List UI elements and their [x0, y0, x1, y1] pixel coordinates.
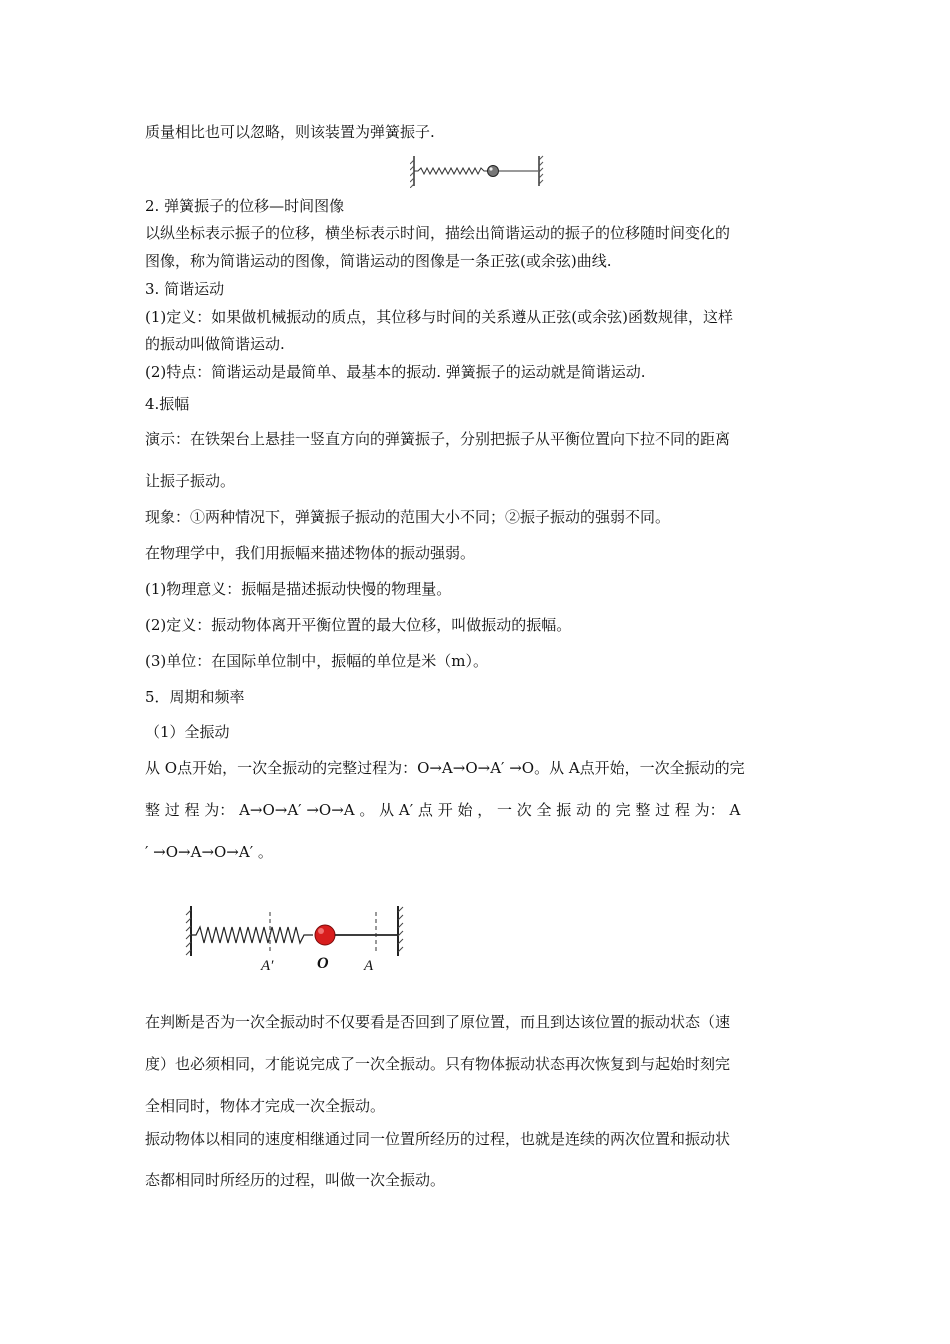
text-line: (3)单位：在国际单位制中，振幅的单位是米（m）。 — [145, 652, 488, 670]
text-line: 3. 简谐运动 — [145, 280, 225, 298]
spring-oscillator-figure — [410, 154, 545, 188]
text-line: 质量相比也可以忽略，则该装置为弹簧振子. — [145, 123, 435, 141]
label-a-prime: A′ — [261, 958, 274, 974]
text-line: (1)定义：如果做机械振动的质点，其位移与时间的关系遵从正弦(或余弦)函数规律，这样 — [145, 308, 733, 326]
text-line: 全相同时，物体才完成一次全振动。 — [145, 1097, 386, 1115]
label-a: A — [364, 958, 374, 974]
text-line: 在判断是否为一次全振动时不仅要看是否回到了原位置，而且到达该位置的振动状态（速 — [145, 1013, 731, 1031]
text-line: （1）全振动 — [145, 723, 230, 741]
text-line: 的振动叫做简谐运动. — [145, 335, 285, 353]
full-vibration-figure — [183, 904, 408, 976]
text-line: 演示：在铁架台上悬挂一竖直方向的弹簧振子，分别把振子从平衡位置向下拉不同的距离 — [145, 430, 731, 448]
text-line: 5．周期和频率 — [145, 688, 245, 706]
text-line: 以纵坐标表示振子的位移，横坐标表示时间，描绘出简谐运动的振子的位移随时间变化的 — [145, 224, 731, 242]
text-line: 振动物体以相同的速度相继通过同一位置所经历的过程，也就是连续的两次位置和振动状 — [145, 1130, 731, 1148]
spring-coil — [414, 168, 488, 174]
text-line: 在物理学中，我们用振幅来描述物体的振动强弱。 — [145, 544, 476, 562]
label-o: O — [317, 955, 329, 972]
text-line: 2. 弹簧振子的位移—时间图像 — [145, 197, 345, 215]
text-line: 图像，称为简谐运动的图像，简谐运动的图像是一条正弦(或余弦)曲线. — [145, 252, 612, 270]
text-line: 整 过 程 为： A→O→A′ →O→A 。 从 A′ 点 开 始 ， 一 次 全 振 动 的 完 整 过 程 为： A — [145, 801, 741, 819]
text-line: (1)物理意义：振幅是描述振动快慢的物理量。 — [145, 580, 452, 598]
text-line: 4.振幅 — [145, 395, 190, 413]
spring-coil — [191, 927, 313, 943]
text-line: (2)定义：振动物体离开平衡位置的最大位移，叫做振动的振幅。 — [145, 616, 572, 634]
text-line: 现象：①两种情况下，弹簧振子振动的范围大小不同；②振子振动的强弱不同。 — [145, 508, 671, 526]
oscillator-ball — [315, 925, 335, 945]
text-line: (2)特点：简谐运动是最简单、最基本的振动. 弹簧振子的运动就是简谐运动. — [145, 363, 646, 381]
oscillator-ball — [488, 166, 499, 177]
text-line: 度）也必须相同，才能说完成了一次全振动。只有物体振动状态再次恢复到与起始时刻完 — [145, 1055, 731, 1073]
text-line: 让振子振动。 — [145, 472, 236, 490]
text-line: ′ →O→A→O→A′ 。 — [145, 843, 273, 861]
text-line: 从 O点开始，一次全振动的完整过程为：O→A→O→A′ →O。从 A点开始，一次全振动的完 — [145, 759, 745, 777]
text-line: 态都相同时所经历的过程，叫做一次全振动。 — [145, 1171, 446, 1189]
